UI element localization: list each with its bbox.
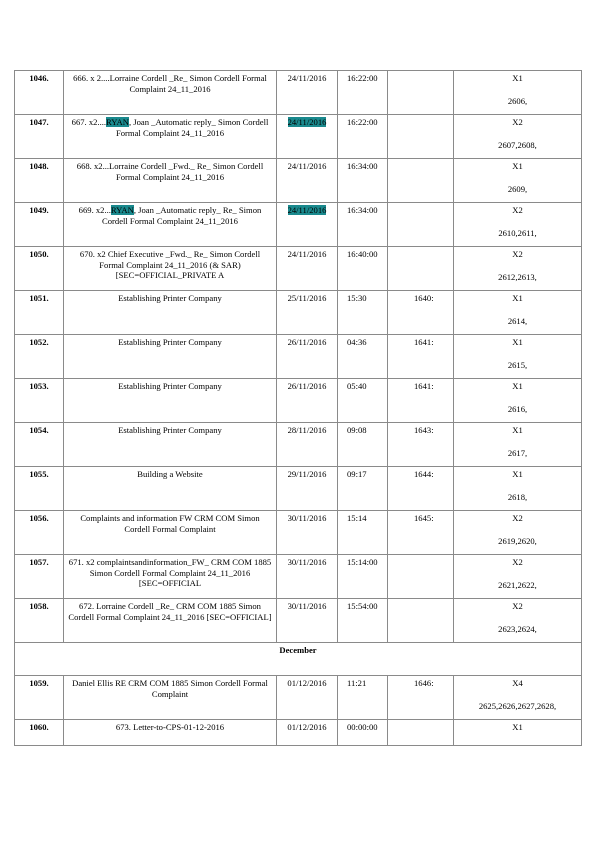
entry-files-cell [454,159,582,203]
entry-time: 15:30 [338,291,388,335]
file-numbers: 2606, [507,95,528,106]
entry-files-cell [454,203,582,247]
file-count: X2 [512,205,523,215]
description-text: Daniel Ellis RE CRM COM 1885 Simon Cordell Formal Complaint [72,678,268,699]
description-text: 669. x2... [78,205,111,215]
file-numbers: 2610,2611, [498,227,537,238]
entry-number: 1053. [15,379,64,423]
entry-number: 1054. [15,423,64,467]
entry-reference [388,115,454,159]
description-text: 668. x2...Lorraine Cordell _Fwd._ Re_ Simon Cordell Formal Complaint 24_11_2016 [76,161,264,182]
entry-description [64,247,277,291]
file-numbers: 2607,2608, [498,139,537,150]
entry-number: 1047. [15,115,64,159]
table-row [15,291,582,335]
entry-description [64,467,277,511]
file-numbers: 2621,2622, [498,579,537,590]
table-body-december [15,676,582,746]
entry-number: 1055. [15,467,64,511]
entry-files-cell [454,291,582,335]
highlighted-name: RYAN [106,117,129,127]
entry-date-cell [277,71,338,115]
file-count: X1 [512,293,523,303]
entry-reference [388,159,454,203]
entry-date-cell [277,555,338,599]
file-numbers: 2619,2620, [498,535,537,546]
entry-number: 1048. [15,159,64,203]
entry-description [64,159,277,203]
file-count: X1 [512,722,523,732]
description-text: 671. x2 complaintsandinformation_FW_ CRM COM 1885 Simon Cordell Formal Complaint 24_11_2016 [SEC=OFFICIAL [68,557,272,589]
table-body-section [15,643,582,676]
description-text: Establishing Printer Company [118,381,222,391]
highlighted-name: RYAN [110,205,134,215]
entry-date: 26/11/2016 [287,381,327,391]
description-text: Establishing Printer Company [118,293,222,303]
entry-date: 29/11/2016 [287,469,327,479]
entry-description [64,511,277,555]
description-text: 667. x2.... [71,117,107,127]
file-count: X4 [512,678,523,688]
section-heading-row [15,643,582,676]
entry-description [64,203,277,247]
entry-files-cell [454,599,582,643]
entry-time: 16:22:00 [338,71,388,115]
file-count: X2 [512,117,523,127]
file-numbers: 2616, [507,403,528,414]
entry-description [64,720,277,746]
entry-date: 01/12/2016 [287,678,327,688]
entry-files-cell [454,511,582,555]
description-text: 670. x2 Chief Executive _Fwd._ Re_ Simon Cordell Formal Complaint 24_11_2016 (& SAR) [SEC=OFFICIAL_PRIVATE A [79,249,261,281]
file-numbers: 2618, [507,491,528,502]
entry-date: 30/11/2016 [287,557,327,567]
description-text: 673. Letter-to-CPS-01-12-2016 [115,722,225,732]
entry-time: 15:54:00 [338,599,388,643]
description-text: Complaints and information FW CRM COM Simon Cordell Formal Complaint [80,513,260,534]
entry-date: 30/11/2016 [287,601,327,611]
entry-description [64,291,277,335]
entry-files-cell [454,247,582,291]
entry-date: 24/11/2016 [287,161,327,171]
entry-number: 1060. [15,720,64,746]
table-row [15,159,582,203]
entry-date: 28/11/2016 [287,425,327,435]
file-numbers: 2625,2626,2627,2628, [478,700,557,711]
entry-number: 1059. [15,676,64,720]
entry-date-cell [277,379,338,423]
table-row [15,203,582,247]
entry-date-cell [277,676,338,720]
entry-description [64,423,277,467]
entry-time: 05:40 [338,379,388,423]
entry-files-cell [454,676,582,720]
description-text: Building a Website [137,469,203,479]
table-row [15,423,582,467]
entry-files-cell [454,335,582,379]
entry-files-cell [454,555,582,599]
description-text: 672. Lorraine Cordell _Re_ CRM COM 1885 Simon Cordell Formal Complaint 24_11_2016 [SEC=OFFICIAL] [68,601,272,622]
table-row [15,247,582,291]
entry-number: 1049. [15,203,64,247]
entry-files-cell [454,115,582,159]
file-count: X1 [512,381,523,391]
description-text: Establishing Printer Company [118,337,222,347]
entry-time: 00:00:00 [338,720,388,746]
file-numbers: 2612,2613, [498,271,537,282]
entry-number: 1056. [15,511,64,555]
entry-date: 24/11/2016 [287,117,327,127]
entry-date-cell [277,467,338,511]
table-row [15,599,582,643]
entry-reference: 1646: [388,676,454,720]
entry-date-cell [277,247,338,291]
entry-date-cell [277,291,338,335]
entry-number: 1058. [15,599,64,643]
description-text: 666. x 2....Lorraine Cordell _Re_ Simon Cordell Formal Complaint 24_11_2016 [73,73,267,94]
section-heading: December [15,643,582,676]
entry-date: 24/11/2016 [287,205,327,215]
entry-date-cell [277,159,338,203]
entry-time: 15:14:00 [338,555,388,599]
file-count: X1 [512,73,523,83]
table-row [15,115,582,159]
entry-reference [388,203,454,247]
entry-date: 24/11/2016 [287,73,327,83]
entry-date-cell [277,115,338,159]
entry-reference: 1640: [388,291,454,335]
entry-time: 09:08 [338,423,388,467]
entry-reference: 1643: [388,423,454,467]
entry-date-cell [277,423,338,467]
table-row [15,71,582,115]
description-text: Establishing Printer Company [118,425,222,435]
entry-files-cell [454,379,582,423]
file-numbers: 2609, [507,183,528,194]
entry-description [64,555,277,599]
description-text-continued: , Joan _Automatic reply_ Re_ Simon Cordell Formal Complaint 24_11_2016 [102,205,262,226]
entry-files-cell [454,467,582,511]
entry-reference: 1641: [388,379,454,423]
entry-date-cell [277,335,338,379]
file-count: X2 [512,601,523,611]
entry-reference [388,599,454,643]
entry-date-cell [277,720,338,746]
table-row [15,511,582,555]
file-numbers: 2614, [507,315,528,326]
entry-time: 16:22:00 [338,115,388,159]
entry-number: 1051. [15,291,64,335]
entry-files-cell [454,423,582,467]
entry-description [64,115,277,159]
table-row [15,720,582,746]
evidence-log-table [14,70,582,746]
file-count: X2 [512,513,523,523]
file-count: X2 [512,249,523,259]
entry-description [64,599,277,643]
entry-date: 01/12/2016 [287,722,327,732]
file-count: X1 [512,161,523,171]
entry-number: 1050. [15,247,64,291]
file-numbers: 2615, [507,359,528,370]
entry-time: 16:34:00 [338,203,388,247]
file-count: X1 [512,337,523,347]
entry-reference: 1641: [388,335,454,379]
entry-time: 04:36 [338,335,388,379]
entry-time: 11:21 [338,676,388,720]
entry-description [64,71,277,115]
entry-date-cell [277,511,338,555]
entry-date: 26/11/2016 [287,337,327,347]
file-count: X1 [512,425,523,435]
entry-date: 25/11/2016 [287,293,327,303]
entry-description [64,335,277,379]
entry-time: 15:14 [338,511,388,555]
entry-files-cell [454,720,582,746]
file-count: X2 [512,557,523,567]
entry-number: 1057. [15,555,64,599]
entry-time: 16:34:00 [338,159,388,203]
file-numbers: 2617, [507,447,528,458]
entry-description [64,379,277,423]
entry-description [64,676,277,720]
entry-reference: 1644: [388,467,454,511]
table-row [15,335,582,379]
entry-files-cell [454,71,582,115]
table-row [15,676,582,720]
table-row [15,467,582,511]
entry-reference [388,71,454,115]
entry-reference [388,247,454,291]
table-row [15,379,582,423]
entry-date-cell [277,599,338,643]
description-text-continued: , Joan _Automatic reply_ Simon Cordell Formal Complaint 24_11_2016 [115,117,269,138]
entry-date-cell [277,203,338,247]
entry-time: 09:17 [338,467,388,511]
table-row [15,555,582,599]
file-count: X1 [512,469,523,479]
entry-time: 16:40:00 [338,247,388,291]
entry-date: 24/11/2016 [287,249,327,259]
entry-reference [388,720,454,746]
entry-reference [388,555,454,599]
entry-reference: 1645: [388,511,454,555]
entry-number: 1052. [15,335,64,379]
file-numbers: 2623,2624, [498,623,537,634]
entry-date: 30/11/2016 [287,513,327,523]
entry-number: 1046. [15,71,64,115]
table-body-november [15,71,582,643]
